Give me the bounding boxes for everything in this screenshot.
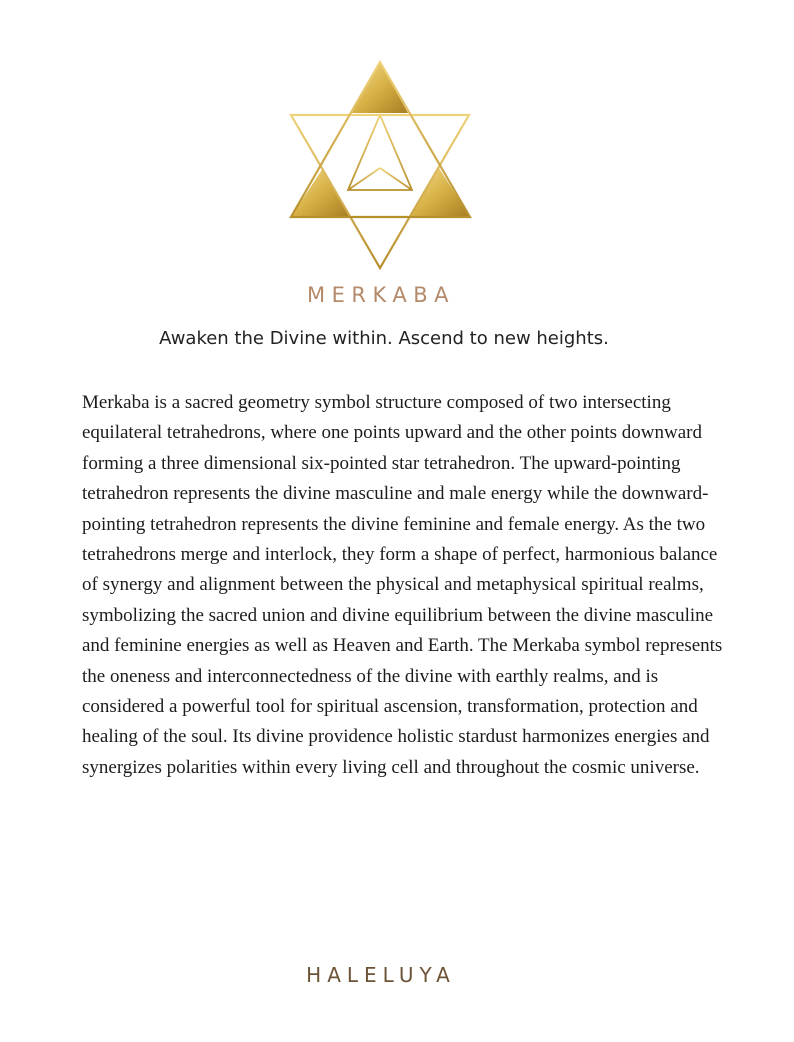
star-right-tip: [410, 168, 470, 217]
star-top-tip: [352, 62, 408, 113]
merkaba-star-icon: [287, 60, 473, 272]
inner-tetrahedron: [348, 115, 412, 190]
brand-title: MERKABA: [306, 283, 456, 307]
tagline: Awaken the Divine within. Ascend to new heights.: [159, 328, 609, 349]
description-paragraph: Merkaba is a sacred geometry symbol structure composed of two intersecting equilateral tetrahedrons, where one points upward and the other points downward forming a three dimensional six-pointed star tetrahedron. The upward-pointing tetrahedron represents the divine masculine and male energy while the downward-pointing tetrahedron represents the divine feminine and female energy. As the two tetrahedrons merge and interlock, they form a shape of perfect, harmonious balance of synergy and alignment between the physical and metaphysical spiritual realms, symbolizing the sacred union and divine equilibrium between the divine masculine and feminine energies as well as Heaven and Earth. The Merkaba symbol represents the oneness and interconnectedness of the divine with earthly realms, and is considered a powerful tool for spiritual ascension, transformation, protection and healing of the soul. Its divine providence holistic stardust harmonizes energies and synergizes polarities within every living cell and throughout the cosmic universe.: [82, 392, 723, 778]
star-left-tip: [291, 168, 350, 217]
footer-brand: HALELUYA: [306, 963, 456, 987]
